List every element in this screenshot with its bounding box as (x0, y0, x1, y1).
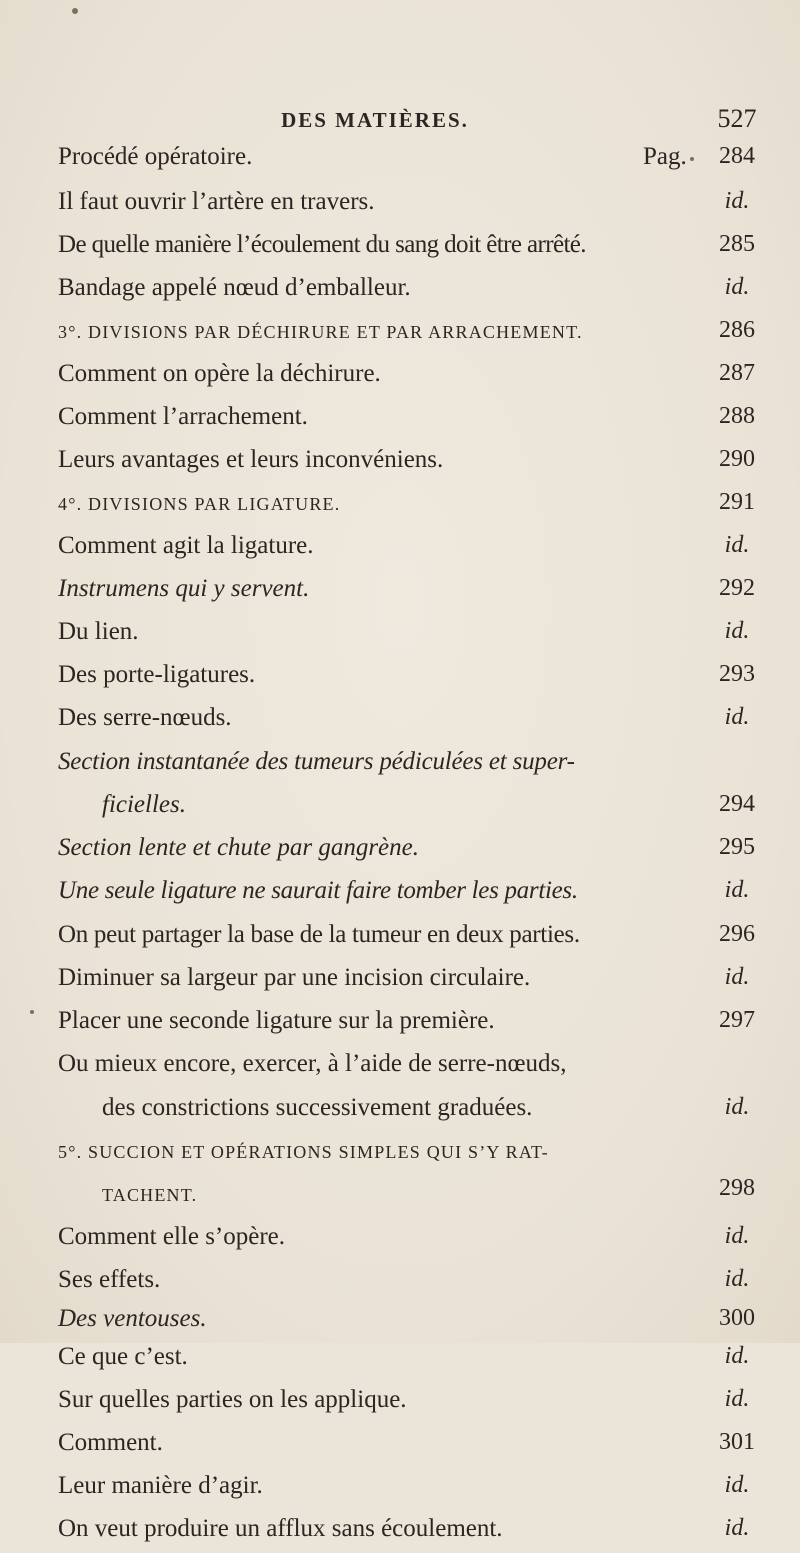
entry-page: 293 (719, 661, 755, 687)
toc-entry (0, 360, 800, 398)
entry-page: id. (724, 618, 750, 644)
toc-entry (0, 1429, 800, 1467)
entry-page: 296 (719, 921, 755, 947)
toc-entry (0, 274, 800, 312)
entry-text: Des ventouses. (58, 1305, 207, 1332)
page-number: 527 (717, 104, 757, 133)
paper-speck (690, 157, 694, 161)
toc-entry (0, 748, 800, 786)
toc-entry (0, 1472, 800, 1510)
toc-entry (0, 1266, 800, 1304)
entry-text: Ce que c’est. (58, 1343, 188, 1370)
toc-entry (0, 618, 800, 656)
toc-section-heading-continuation (0, 1175, 800, 1218)
entry-text: TACHENT. (102, 1185, 198, 1205)
toc-entry (0, 532, 800, 570)
toc-entry-continuation (0, 791, 800, 829)
entry-page: 292 (719, 575, 755, 601)
entry-text: Ses effets. (58, 1266, 161, 1293)
toc-entry (0, 1386, 800, 1424)
entry-page: id. (724, 1515, 750, 1541)
entry-page: 291 (719, 489, 755, 515)
entry-page: 295 (719, 834, 755, 860)
entry-page: 300 (719, 1305, 755, 1331)
entry-text: Du lien. (58, 618, 139, 645)
entry-page: id. (724, 1386, 750, 1412)
toc-entry (0, 1007, 800, 1045)
entry-page: 294 (719, 791, 755, 817)
entry-page: 285 (719, 231, 755, 257)
entry-text: Des serre-nœuds. (58, 704, 232, 731)
toc-entry-continuation (0, 1094, 800, 1132)
pag-column-label: Pag. (643, 143, 687, 170)
running-header: DES MATIÈRES. (281, 108, 469, 132)
entry-text: De quelle manière l’écoulement du sang doit être arrêté. (58, 231, 586, 258)
entry-text: des constrictions successivement graduées. (102, 1094, 533, 1121)
entry-page: id. (724, 1094, 750, 1120)
toc-entry (0, 1050, 800, 1088)
entry-page: 290 (719, 446, 755, 472)
entry-text: Instrumens qui y servent. (58, 575, 310, 602)
entry-text: 4°. DIVISIONS PAR LIGATURE. (58, 494, 341, 514)
toc-entry (0, 1343, 800, 1381)
entry-text: Sur quelles parties on les applique. (58, 1386, 407, 1413)
entry-text: Il faut ouvrir l’artère en travers. (58, 188, 375, 215)
entry-text: Ou mieux encore, exercer, à l’aide de serre-nœuds, (58, 1050, 567, 1077)
entry-text: Comment l’arrachement. (58, 403, 308, 430)
entry-text: Comment elle s’opère. (58, 1223, 286, 1250)
entry-text: 3°. DIVISIONS PAR DÉCHIRURE ET PAR ARRACHEMENT. (58, 322, 583, 342)
entry-page: id. (724, 188, 750, 214)
entry-page: id. (724, 274, 750, 300)
entry-page: id. (724, 704, 750, 730)
entry-page: id. (724, 877, 750, 903)
toc-section-heading (0, 317, 800, 355)
entry-page: id. (724, 1223, 750, 1249)
entry-page: id. (724, 1343, 750, 1369)
entry-text: On veut produire un afflux sans écoulement. (58, 1515, 503, 1542)
entry-text: Leurs avantages et leurs inconvéniens. (58, 446, 444, 473)
toc-entry (0, 1305, 800, 1343)
entry-text: 5°. SUCCION ET OPÉRATIONS SIMPLES QUI S’Y RAT- (58, 1142, 549, 1162)
entry-text: Procédé opératoire. (58, 143, 253, 170)
entry-text: On peut partager la base de la tumeur en deux parties. (58, 921, 580, 948)
toc-entry (0, 446, 800, 484)
toc-entry (0, 143, 800, 181)
toc-section-heading (0, 489, 800, 527)
entry-page: 286 (719, 317, 755, 343)
toc-section-heading (0, 1137, 800, 1175)
toc-entry (0, 661, 800, 699)
entry-text: ficielles. (102, 791, 186, 818)
toc-entry (0, 704, 800, 742)
toc-entry (0, 877, 800, 915)
entry-text: Section lente et chute par gangrène. (58, 834, 419, 861)
entry-page: id. (724, 964, 750, 990)
entry-text: Une seule ligature ne saurait faire tomber les parties. (58, 877, 578, 904)
toc-entry (0, 921, 800, 959)
entry-text: Comment on opère la déchirure. (58, 360, 381, 387)
paper-speck (72, 8, 78, 14)
paper-speck (30, 1010, 34, 1014)
entry-page: 288 (719, 403, 755, 429)
entry-page: id. (724, 532, 750, 558)
entry-text: Des porte-ligatures. (58, 661, 256, 688)
entry-text: Placer une seconde ligature sur la première. (58, 1007, 495, 1034)
entry-text: Leur manière d’agir. (58, 1472, 263, 1499)
toc-entry (0, 403, 800, 441)
entry-page: 284 (719, 143, 755, 169)
toc-entry (0, 575, 800, 613)
entry-page: 297 (719, 1007, 755, 1033)
entry-page: 298 (719, 1175, 755, 1201)
entry-page: id. (724, 1266, 750, 1292)
entry-page: 301 (719, 1429, 755, 1455)
toc-entry (0, 188, 800, 226)
entry-page: id. (724, 1472, 750, 1498)
toc-entry (0, 1515, 800, 1553)
entry-text: Diminuer sa largeur par une incision circulaire. (58, 964, 531, 991)
entry-text: Bandage appelé nœud d’emballeur. (58, 274, 411, 301)
toc-entry (0, 834, 800, 872)
toc-entry (0, 1223, 800, 1261)
entry-page: 287 (719, 360, 755, 386)
toc-entry (0, 231, 800, 269)
toc-entry (0, 964, 800, 1002)
entry-text: Comment agit la ligature. (58, 532, 314, 559)
entry-text: Comment. (58, 1429, 163, 1456)
entry-text: Section instantanée des tumeurs pédiculées et super- (58, 748, 575, 775)
